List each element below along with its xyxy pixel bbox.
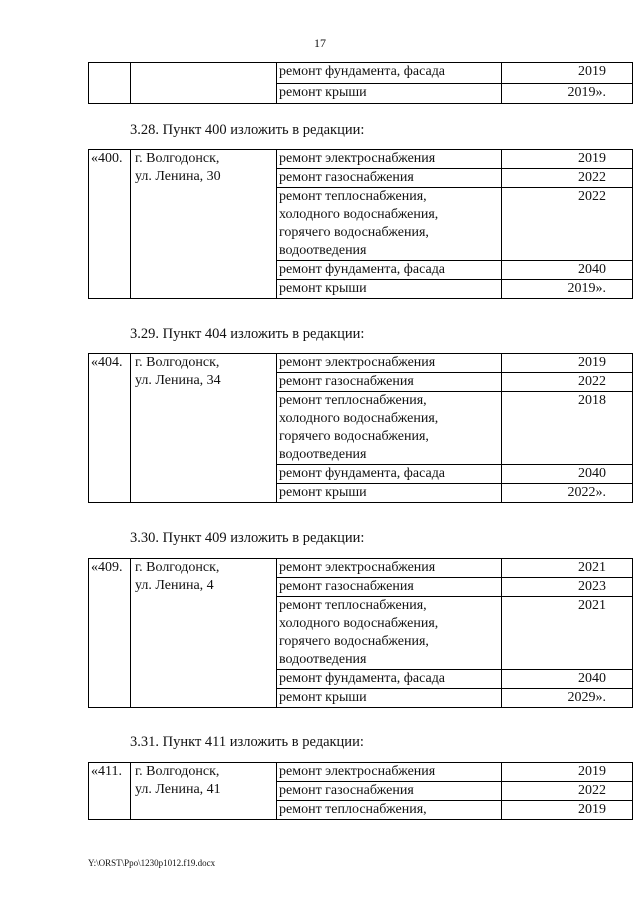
address-city: г. Волгодонск,: [135, 151, 220, 166]
work-cell: ремонт электроснабжения: [277, 354, 502, 373]
year-cell: 2040: [502, 261, 633, 280]
work-cell: [277, 188, 502, 261]
address-city: г. Волгодонск,: [135, 764, 220, 779]
year-cell: 2018: [502, 392, 633, 465]
address-street: ул. Ленина, 30: [135, 169, 221, 184]
section-table: [88, 149, 633, 299]
year-cell: 2019: [502, 801, 633, 820]
work-cell: ремонт крыши: [277, 689, 502, 708]
top-table: [88, 62, 633, 104]
address-cell: [131, 63, 277, 104]
year-cell: 2022».: [502, 484, 633, 503]
section-table: [88, 762, 633, 820]
year-cell: 2040: [502, 465, 633, 484]
address-cell: [131, 150, 277, 299]
item-number: «409.: [89, 559, 131, 708]
address-street: ул. Ленина, 4: [135, 578, 214, 593]
work-cell: ремонт газоснабжения: [277, 578, 502, 597]
year-cell: 2019».: [502, 280, 633, 299]
work-cell: ремонт крыши: [277, 484, 502, 503]
table-row: [89, 354, 633, 373]
year-cell: 2022: [502, 188, 633, 261]
year-cell: 2022: [502, 782, 633, 801]
table-row: [89, 763, 633, 782]
year-cell: 2019: [502, 354, 633, 373]
work-line: ремонт теплоснабжения,: [279, 598, 427, 613]
item-number: «400.: [89, 150, 131, 299]
work-cell: ремонт электроснабжения: [277, 763, 502, 782]
address-city: г. Волгодонск,: [135, 560, 220, 575]
work-line: горячего водоснабжения,: [279, 634, 429, 649]
year-cell: 2040: [502, 670, 633, 689]
year-cell: 2019: [502, 150, 633, 169]
work-line: горячего водоснабжения,: [279, 225, 429, 240]
year-cell: 2019».: [502, 83, 633, 104]
work-cell: ремонт крыши: [277, 83, 502, 104]
work-cell: [277, 392, 502, 465]
work-cell: ремонт газоснабжения: [277, 782, 502, 801]
year-cell: 2023: [502, 578, 633, 597]
address-street: ул. Ленина, 34: [135, 373, 221, 388]
work-line: ремонт теплоснабжения,: [279, 189, 427, 204]
work-cell: ремонт газоснабжения: [277, 373, 502, 392]
address-cell: [131, 354, 277, 503]
work-cell: ремонт фундамента, фасада: [277, 261, 502, 280]
year-cell: 2029».: [502, 689, 633, 708]
work-line: водоотведения: [279, 652, 367, 667]
work-cell: ремонт газоснабжения: [277, 169, 502, 188]
work-line: ремонт теплоснабжения,: [279, 393, 427, 408]
table-row: [89, 150, 633, 169]
item-number: «411.: [89, 763, 131, 820]
work-cell: ремонт электроснабжения: [277, 150, 502, 169]
address-cell: [131, 763, 277, 820]
section-table: [88, 353, 633, 503]
year-cell: 2022: [502, 169, 633, 188]
number-cell: [89, 63, 131, 104]
work-cell: ремонт теплоснабжения,: [277, 801, 502, 820]
work-line: водоотведения: [279, 447, 367, 462]
work-line: горячего водоснабжения,: [279, 429, 429, 444]
section-caption: 3.30. Пункт 409 изложить в редакции:: [130, 530, 365, 546]
section-caption: 3.29. Пункт 404 изложить в редакции:: [130, 326, 365, 342]
section-caption: 3.31. Пункт 411 изложить в редакции:: [130, 734, 364, 750]
year-cell: 2019: [502, 763, 633, 782]
work-cell: ремонт фундамента, фасада: [277, 670, 502, 689]
work-cell: ремонт электроснабжения: [277, 559, 502, 578]
table-row: [89, 63, 633, 84]
section-caption: 3.28. Пункт 400 изложить в редакции:: [130, 122, 365, 138]
work-cell: [277, 597, 502, 670]
address-cell: [131, 559, 277, 708]
work-cell: ремонт фундамента, фасада: [277, 63, 502, 84]
year-cell: 2022: [502, 373, 633, 392]
work-cell: ремонт крыши: [277, 280, 502, 299]
address-city: г. Волгодонск,: [135, 355, 220, 370]
section-table: [88, 558, 633, 708]
footer-file-path: Y:\ORST\Ppo\1230p1012.f19.docx: [88, 858, 216, 868]
work-line: холодного водоснабжения,: [279, 616, 439, 631]
item-number: «404.: [89, 354, 131, 503]
work-line: холодного водоснабжения,: [279, 411, 439, 426]
year-cell: 2021: [502, 597, 633, 670]
work-line: водоотведения: [279, 243, 367, 258]
address-street: ул. Ленина, 41: [135, 782, 221, 797]
work-line: холодного водоснабжения,: [279, 207, 439, 222]
table-row: [89, 559, 633, 578]
work-cell: ремонт фундамента, фасада: [277, 465, 502, 484]
year-cell: 2021: [502, 559, 633, 578]
page-number: 17: [314, 36, 326, 50]
year-cell: 2019: [502, 63, 633, 84]
